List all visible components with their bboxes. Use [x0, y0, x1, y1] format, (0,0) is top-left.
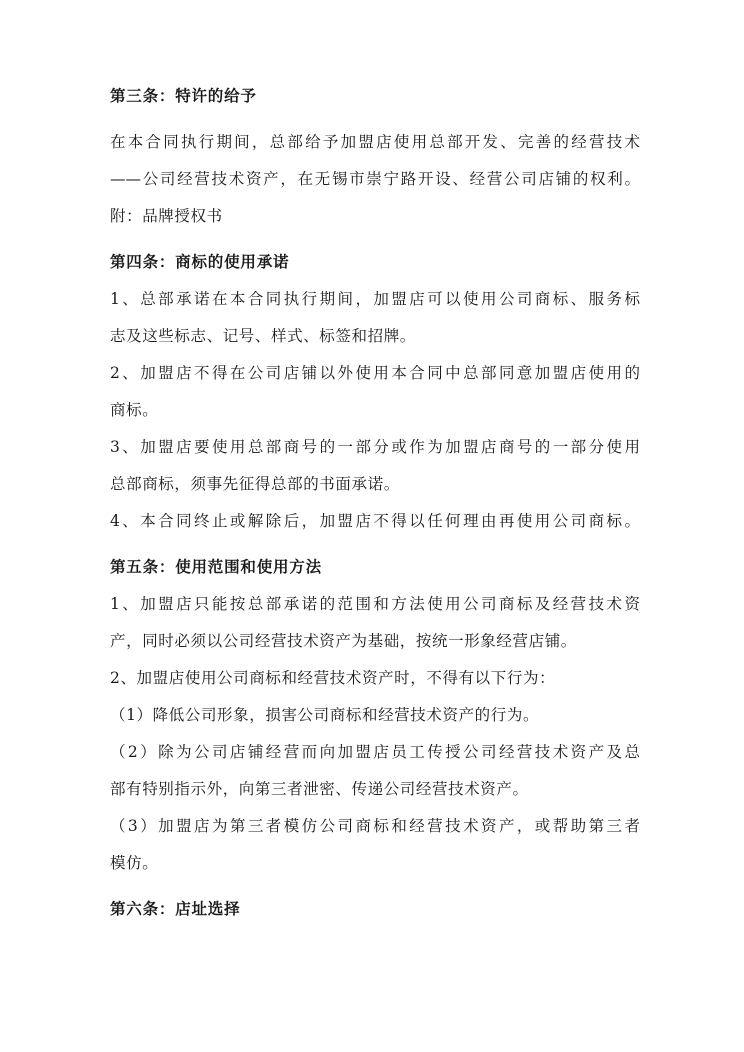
- paragraph-line: （1）降低公司形象，损害公司商标和经营技术资产的行为。: [110, 706, 540, 724]
- section-heading: 第三条：特许的给予: [110, 87, 257, 105]
- paragraph-line: 附：品牌授权书: [110, 207, 223, 225]
- paragraph-line: 模仿。: [110, 854, 159, 872]
- paragraph-line: 1、总部承诺在本合同执行期间，加盟店可以使用公司商标、服务标: [110, 290, 640, 308]
- paragraph-line: 2、加盟店使用公司商标和经营技术资产时，不得有以下行为：: [110, 669, 556, 687]
- paragraph-line: 2、加盟店不得在公司店铺以外使用本合同中总部同意加盟店使用的: [110, 364, 640, 382]
- paragraph-line: 志及这些标志、记号、样式、标签和招牌。: [110, 327, 416, 345]
- paragraph-line: 4、本合同终止或解除后，加盟店不得以任何理由再使用公司商标。: [110, 512, 640, 530]
- paragraph-line: 商标。: [110, 401, 159, 419]
- paragraph-line: 产，同时必须以公司经营技术资产为基础，按统一形象经营店铺。: [110, 632, 577, 650]
- paragraph-line: 3、加盟店要使用总部商号的一部分或作为加盟店商号的一部分使用: [110, 438, 640, 456]
- paragraph-line: 1、加盟店只能按总部承诺的范围和方法使用公司商标及经营技术资: [110, 595, 640, 613]
- section-heading: 第四条：商标的使用承诺: [110, 253, 290, 271]
- section-heading: 第六条：店址选择: [110, 900, 241, 918]
- section-heading: 第五条：使用范围和使用方法: [110, 558, 322, 576]
- paragraph-line: 部有特别指示外，向第三者泄密、传递公司经营技术资产。: [110, 780, 529, 798]
- paragraph-line: 总部商标，须事先征得总部的书面承诺。: [110, 475, 400, 493]
- paragraph-line: ——公司经营技术资产，在无锡市崇宁路开设、经营公司店铺的权利。: [110, 170, 640, 188]
- paragraph-line: （3）加盟店为第三者模仿公司商标和经营技术资产，或帮助第三者: [110, 817, 640, 835]
- paragraph-line: （2）除为公司店铺经营而向加盟店员工传授公司经营技术资产及总: [110, 743, 640, 761]
- paragraph-line: 在本合同执行期间，总部给予加盟店使用总部开发、完善的经营技术: [110, 133, 640, 151]
